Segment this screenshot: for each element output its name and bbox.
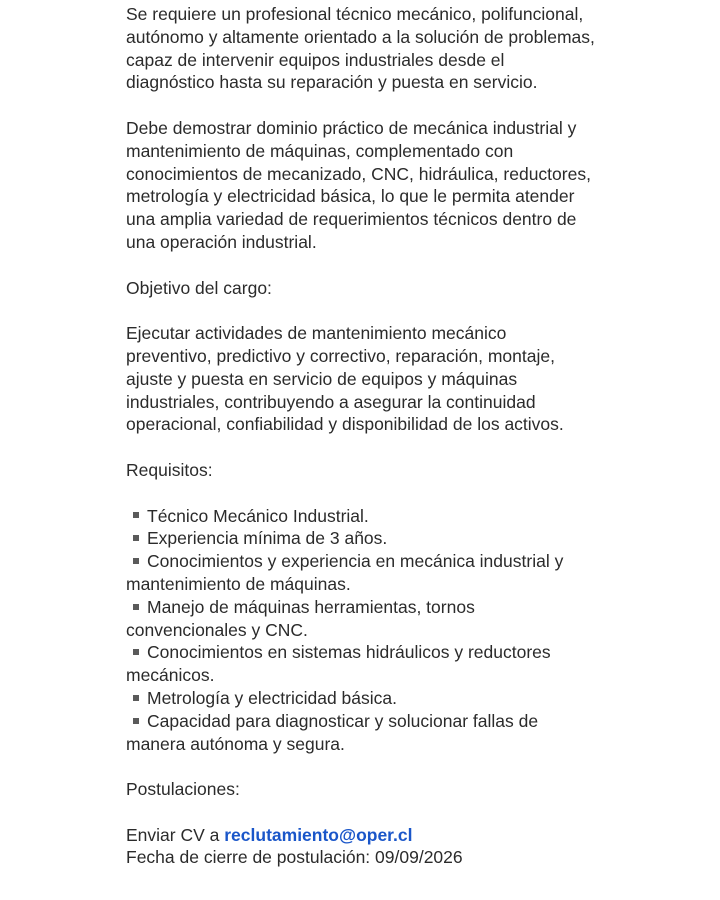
send-cv-line [126,824,596,847]
bullet-square-icon [133,649,139,655]
bullet-square-icon [133,604,139,610]
requirement-text: Conocimientos en sistemas hidráulicos y reductores mecánicos. [126,642,551,686]
list-item [126,710,596,756]
bullet-square-icon [133,512,139,518]
list-item [126,641,596,687]
requirement-text: Metrología y electricidad básica. [147,687,397,708]
requirements-list [126,505,596,756]
list-item [126,527,596,550]
objective-paragraph: Ejecutar actividades de mantenimiento mecánico preventivo, predictivo y correctivo, reparación, montaje, ajuste y puesta en servicio de equipos y máquinas industriales, contribuyendo a asegurar la continuidad operacional, confiabilidad y disponibilidad de los activos. [126,323,564,435]
applications-heading: Postulaciones: [126,779,240,800]
bullet-square-icon [133,695,139,701]
requirement-text: Manejo de máquinas herramientas, tornos convencionales y CNC. [126,596,475,640]
bullet-square-icon [133,558,139,564]
job-posting-body [126,3,596,869]
requirement-text: Experiencia mínima de 3 años. [147,528,388,549]
intro-paragraph: Se requiere un profesional técnico mecánico, polifuncional, autónomo y altamente orientado a la solución de problemas, capaz de intervenir equipos industriales desde el diagnóstico hasta su reparación y puesta en servicio. [126,4,595,93]
bullet-square-icon [133,718,139,724]
deadline-text: Fecha de cierre de postulación: 09/09/2026 [126,847,463,868]
requirements-heading: Requisitos: [126,459,213,480]
list-item [126,505,596,528]
list-item [126,687,596,710]
requirement-text: Capacidad para diagnosticar y solucionar fallas de manera autónoma y segura. [126,710,539,754]
requirement-text: Técnico Mecánico Industrial. [147,505,369,526]
skills-paragraph: Debe demostrar dominio práctico de mecánica industrial y mantenimiento de máquinas, complementado con conocimientos de mecanizado, CNC, hidráulica, reductores, metrología y electricidad básica, lo que le permita atender una amplia variedad de requerimientos técnicos dentro de una operación industrial. [126,117,591,252]
list-item [126,550,596,596]
requirement-text: Conocimientos y experiencia en mecánica industrial y mantenimiento de máquinas. [126,551,564,594]
send-cv-prefix: Enviar CV a [126,824,220,845]
list-item [126,596,596,642]
objective-heading: Objetivo del cargo: [126,277,272,298]
bullet-square-icon [133,535,139,541]
email-link[interactable]: reclutamiento@oper.cl [224,824,413,845]
